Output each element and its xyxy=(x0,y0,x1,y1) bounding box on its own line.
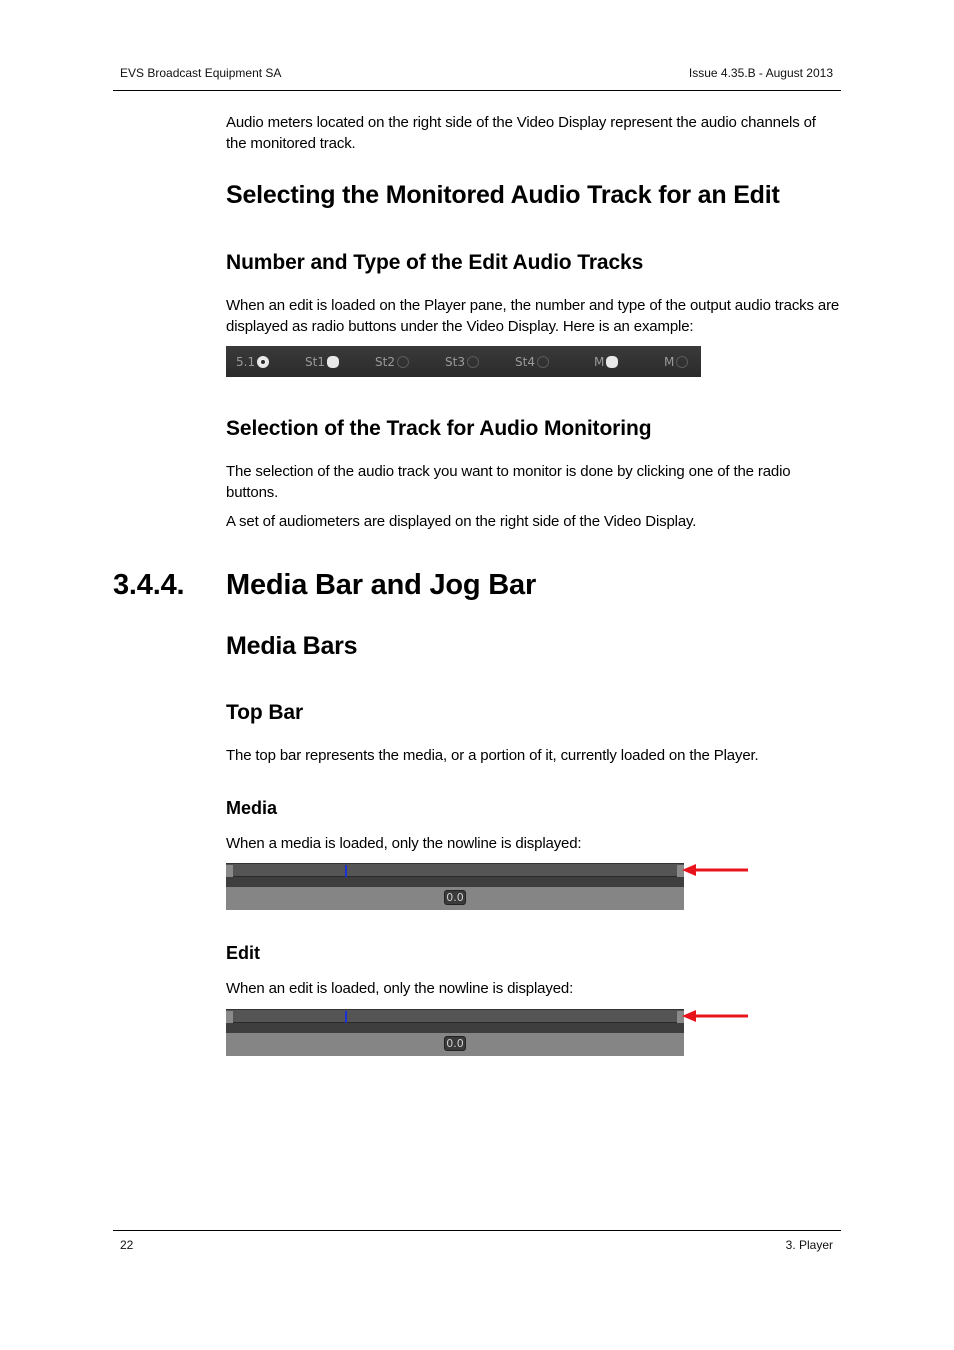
radio-track-5-1[interactable] xyxy=(236,354,269,369)
bar-left-cap xyxy=(226,865,233,877)
section-title-media-jog: Media Bar and Jog Bar xyxy=(226,569,537,601)
radio-label: M xyxy=(664,354,675,369)
edit-top-bar xyxy=(226,1009,684,1056)
radio-track-st4[interactable] xyxy=(515,354,549,369)
radio-label: St4 xyxy=(515,354,535,369)
footer-rule xyxy=(113,1230,841,1231)
bar-strip xyxy=(226,877,684,887)
media-bar-track[interactable] xyxy=(226,863,684,877)
subsection-title-number-type: Number and Type of the Edit Audio Tracks xyxy=(226,251,644,274)
edit-bar-track[interactable] xyxy=(226,1009,684,1023)
media-paragraph: When a media is loaded, only the nowline is displayed: xyxy=(226,835,582,852)
selection-paragraph-2: A set of audiometers are displayed on the right side of the Video Display. xyxy=(226,513,697,530)
bar-left-cap xyxy=(226,1011,233,1023)
header-rule xyxy=(113,90,841,91)
footer-page-number: 22 xyxy=(120,1238,134,1252)
subsection-title-selection: Selection of the Track for Audio Monitoring xyxy=(226,417,652,440)
heading-edit: Edit xyxy=(226,943,260,963)
radio-label: M xyxy=(594,354,605,369)
radio-empty-icon xyxy=(467,356,479,368)
radio-label: St1 xyxy=(305,354,325,369)
subsection-title-top-bar: Top Bar xyxy=(226,701,304,724)
radio-empty-icon xyxy=(397,356,409,368)
nowline-marker[interactable] xyxy=(345,1011,347,1023)
top-bar-paragraph: The top bar represents the media, or a portion of it, currently loaded on the Player. xyxy=(226,747,759,764)
timecode-display: 0.0 xyxy=(444,890,466,905)
section-title-monitored-track: Selecting the Monitored Audio Track for an Edit xyxy=(226,181,780,209)
radio-track-m1[interactable] xyxy=(594,354,618,369)
timecode-display: 0.0 xyxy=(444,1036,466,1051)
section-number: 3.4.4. xyxy=(113,569,185,601)
media-top-bar xyxy=(226,863,684,910)
number-type-paragraph: When an edit is loaded on the Player pane, the number and type of the output audio tracks are displayed as radio buttons under the Video Display. Here is an example: xyxy=(226,297,840,335)
radio-label: St2 xyxy=(375,354,395,369)
red-arrow-icon xyxy=(682,1009,748,1023)
header-issue: Issue 4.35.B - August 2013 xyxy=(688,66,833,80)
radio-track-st1[interactable] xyxy=(305,354,339,369)
radio-track-st3[interactable] xyxy=(445,354,479,369)
radio-track-st2[interactable] xyxy=(375,354,409,369)
radio-empty-icon xyxy=(537,356,549,368)
edit-paragraph: When an edit is loaded, only the nowline is displayed: xyxy=(226,980,574,997)
footer-chapter: 3. Player xyxy=(785,1238,833,1252)
radio-label: 5.1 xyxy=(236,354,256,369)
radio-filled-icon xyxy=(606,356,618,368)
radio-track-m2[interactable] xyxy=(664,354,688,369)
bar-strip xyxy=(226,1023,684,1033)
radio-selected-icon xyxy=(257,356,269,368)
subsection-title-media-bars: Media Bars xyxy=(226,632,358,660)
selection-paragraph-1: The selection of the audio track you want to monitor is done by clicking one of the radio buttons. xyxy=(226,463,791,501)
red-arrow-icon xyxy=(682,863,748,877)
audio-track-radio-bar xyxy=(226,346,701,377)
intro-paragraph: Audio meters located on the right side of the Video Display represent the audio channels of the monitored track. xyxy=(226,114,816,152)
nowline-marker[interactable] xyxy=(345,865,347,877)
radio-filled-icon xyxy=(327,356,339,368)
radio-empty-icon xyxy=(676,356,688,368)
header-company: EVS Broadcast Equipment SA xyxy=(120,66,282,80)
radio-label: St3 xyxy=(445,354,465,369)
heading-media: Media xyxy=(226,798,278,818)
